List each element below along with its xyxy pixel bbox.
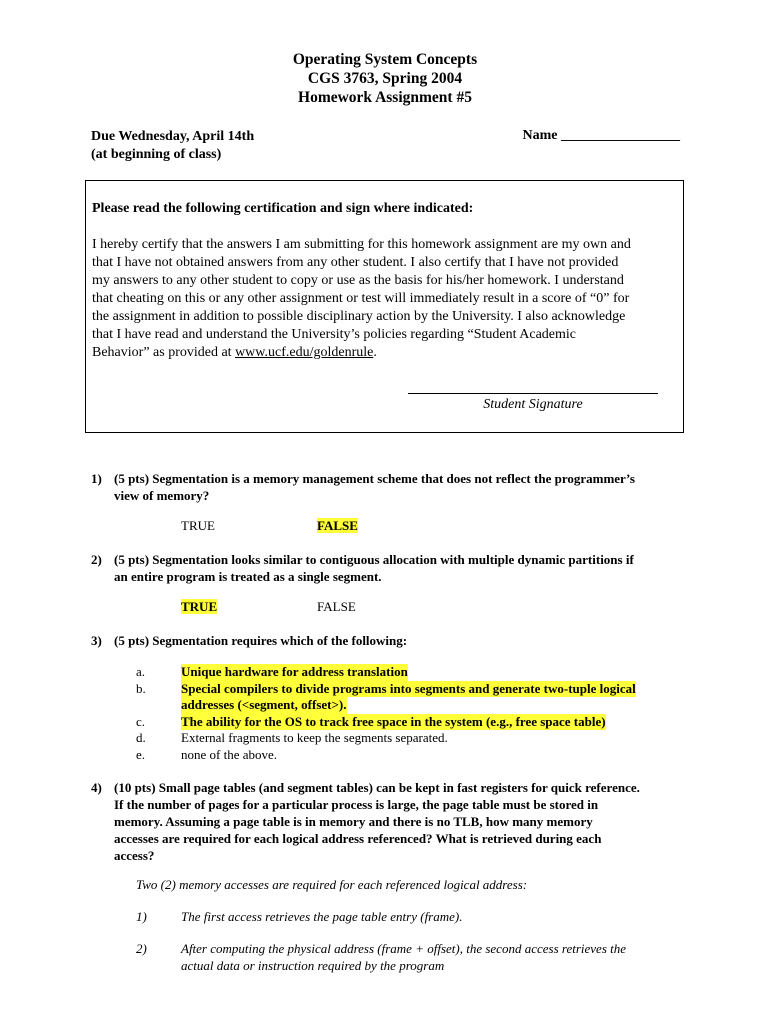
due-line-1: Due Wednesday, April 14th — [91, 129, 255, 144]
choice-text: Special compilers to divide programs into segments and generate two-tuple logical — [181, 680, 636, 696]
question-line: (5 pts) Segmentation is a memory management scheme that does not reflect the programmer’s — [114, 471, 635, 486]
choice-text: Unique hardware for address translation — [181, 664, 408, 679]
choice-letter: c. — [136, 713, 146, 729]
choice-text: External fragments to keep the segments separated. — [181, 730, 448, 745]
cert-last-suffix: . — [373, 345, 377, 360]
question-number: 2) — [91, 552, 102, 567]
choice-letter: d. — [136, 730, 146, 745]
q2-option-true-wrap — [181, 599, 217, 615]
q2-option-false: FALSE — [317, 599, 356, 614]
q3-choices — [136, 664, 696, 764]
question-number: 1) — [91, 471, 102, 486]
cert-line-3: my answers to any other student to copy or use as the basis for his/her homework. I understand — [92, 273, 624, 288]
choice-letter: a. — [136, 664, 146, 679]
title-line-2: CGS 3763, Spring 2004 — [307, 70, 463, 87]
question-line: accesses are required for each logical address referenced? What is retrieved during each — [114, 831, 602, 846]
q2-option-true: TRUE — [181, 599, 218, 614]
document-title — [0, 50, 770, 107]
cert-line-7 — [92, 344, 676, 362]
question-text — [114, 551, 634, 585]
question-line: If the number of pages for a particular process is large, the page table must be stored in — [114, 797, 599, 812]
certification-heading: Please read the following certification and sign where indicated: — [92, 201, 474, 216]
q4-step-1-num: 1) — [136, 909, 147, 924]
q4-step-1-text: The first access retrieves the page table entry (frame). — [181, 909, 463, 924]
question-1 — [91, 470, 691, 504]
choice-text: none of the above. — [181, 746, 278, 762]
question-number: 4) — [91, 780, 102, 795]
question-line: an entire program is treated as a single segment. — [114, 569, 382, 584]
cert-last-prefix: Behavior” as provided at — [92, 345, 236, 360]
choice-text: The ability for the OS to track free space in the system (e.g., free space table) — [181, 713, 606, 729]
due-line-2: (at beginning of class) — [91, 147, 222, 162]
cert-line-4: that cheating on this or any other assignment or test will immediately result in a score of “0” for — [92, 291, 630, 306]
q4-step-2-text — [181, 940, 626, 974]
question-number: 3) — [91, 633, 102, 648]
q4-step-2-num: 2) — [136, 941, 147, 956]
certification-box — [85, 180, 684, 433]
question-text — [114, 470, 635, 504]
step-line: After computing the physical address (frame + offset), the second access retrieves the — [181, 941, 627, 956]
question-4 — [91, 779, 691, 864]
q1-option-false-wrap — [317, 518, 358, 534]
choice-letter: b. — [136, 680, 146, 696]
question-line: access? — [114, 848, 155, 863]
certification-body — [92, 236, 676, 362]
question-text: (5 pts) Segmentation requires which of the following: — [114, 633, 408, 648]
choice-text: addresses (<segment, offset>). — [181, 697, 347, 712]
signature-label: Student Signature — [483, 397, 583, 412]
step-line: actual data or instruction required by the program — [181, 958, 445, 973]
choice-letter: e. — [136, 746, 146, 762]
q1-option-true: TRUE — [181, 518, 215, 533]
question-text — [114, 779, 640, 864]
signature-line — [408, 393, 658, 394]
question-line: (5 pts) Segmentation looks similar to contiguous allocation with multiple dynamic partitions if — [114, 552, 634, 567]
title-line-3: Homework Assignment #5 — [298, 89, 472, 106]
q4-answer-intro: Two (2) memory accesses are required for each referenced logical address: — [136, 877, 528, 892]
q1-option-false: FALSE — [317, 518, 358, 533]
goldenrule-link[interactable]: www.ucf.edu/goldenrule — [235, 345, 374, 360]
question-line: view of memory? — [114, 488, 210, 503]
cert-line-5: the assignment in addition to possible disciplinary action by the University. I also acknowledge — [92, 309, 626, 324]
question-line: (10 pts) Small page tables (and segment tables) can be kept in fast registers for quick reference. — [114, 780, 640, 795]
due-date — [91, 128, 254, 164]
question-2 — [91, 551, 691, 585]
question-3 — [91, 632, 691, 649]
title-line-1: Operating System Concepts — [292, 51, 478, 68]
cert-line-2: that I have not obtained answers from any other student. I also certify that I have not provided — [92, 255, 619, 270]
name-field: Name _________________ — [522, 128, 680, 143]
cert-line-1: I hereby certify that the answers I am submitting for this homework assignment are my own and — [92, 237, 631, 252]
question-line: memory. Assuming a page table is in memory and there is no TLB, how many memory — [114, 814, 593, 829]
cert-line-6: that I have read and understand the University’s policies regarding “Student Academic — [92, 327, 577, 342]
